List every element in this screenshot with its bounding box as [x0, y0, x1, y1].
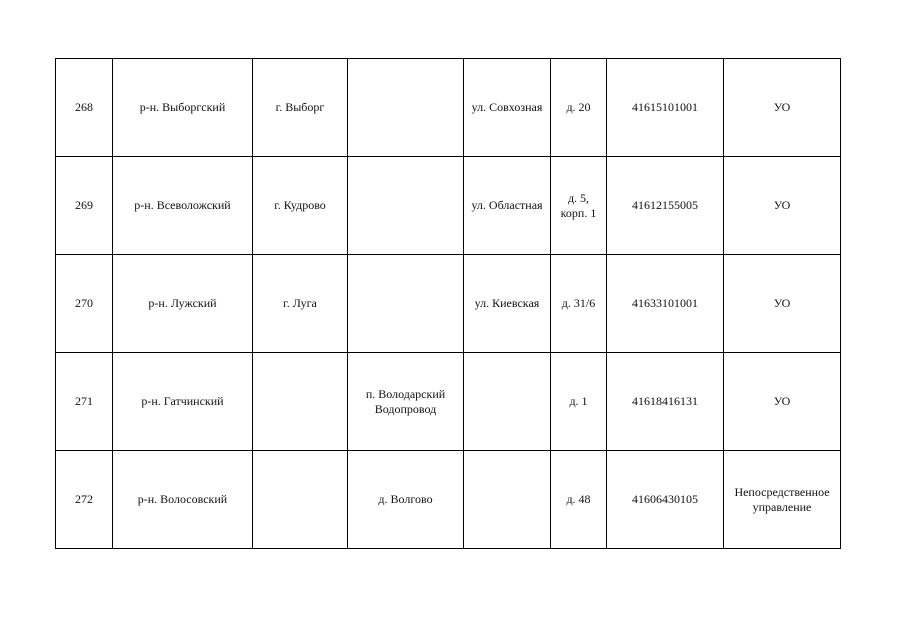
city-cell	[253, 451, 348, 549]
district-cell: р-н. Волосовский	[113, 451, 253, 549]
settlement-cell: п. Володарский Водопровод	[348, 353, 464, 451]
management-cell: УО	[724, 157, 841, 255]
house-cell: д. 20	[551, 59, 607, 157]
city-cell: г. Выборг	[253, 59, 348, 157]
city-cell	[253, 353, 348, 451]
settlement-cell	[348, 255, 464, 353]
district-cell: р-н. Выборгский	[113, 59, 253, 157]
code-cell: 41633101001	[607, 255, 724, 353]
row-number-cell: 271	[56, 353, 113, 451]
district-cell: р-н. Гатчинский	[113, 353, 253, 451]
code-cell: 41618416131	[607, 353, 724, 451]
management-cell: УО	[724, 353, 841, 451]
settlement-cell	[348, 157, 464, 255]
table-row	[56, 353, 841, 451]
settlement-cell	[348, 59, 464, 157]
street-cell: ул. Киевская	[464, 255, 551, 353]
code-cell: 41615101001	[607, 59, 724, 157]
settlement-cell: д. Волгово	[348, 451, 464, 549]
street-cell	[464, 353, 551, 451]
row-number-cell: 270	[56, 255, 113, 353]
management-cell: УО	[724, 255, 841, 353]
table-row	[56, 157, 841, 255]
street-cell: ул. Совхозная	[464, 59, 551, 157]
table-row	[56, 255, 841, 353]
housing-registry-table	[55, 58, 841, 549]
city-cell: г. Кудрово	[253, 157, 348, 255]
row-number-cell: 272	[56, 451, 113, 549]
management-cell: Непосредственное управление	[724, 451, 841, 549]
row-number-cell: 269	[56, 157, 113, 255]
city-cell: г. Луга	[253, 255, 348, 353]
code-cell: 41612155005	[607, 157, 724, 255]
row-number-cell: 268	[56, 59, 113, 157]
district-cell: р-н. Всеволожский	[113, 157, 253, 255]
street-cell	[464, 451, 551, 549]
street-cell: ул. Областная	[464, 157, 551, 255]
table-row	[56, 59, 841, 157]
code-cell: 41606430105	[607, 451, 724, 549]
house-cell: д. 48	[551, 451, 607, 549]
house-cell: д. 5, корп. 1	[551, 157, 607, 255]
house-cell: д. 31/6	[551, 255, 607, 353]
table-row	[56, 451, 841, 549]
management-cell: УО	[724, 59, 841, 157]
district-cell: р-н. Лужский	[113, 255, 253, 353]
house-cell: д. 1	[551, 353, 607, 451]
